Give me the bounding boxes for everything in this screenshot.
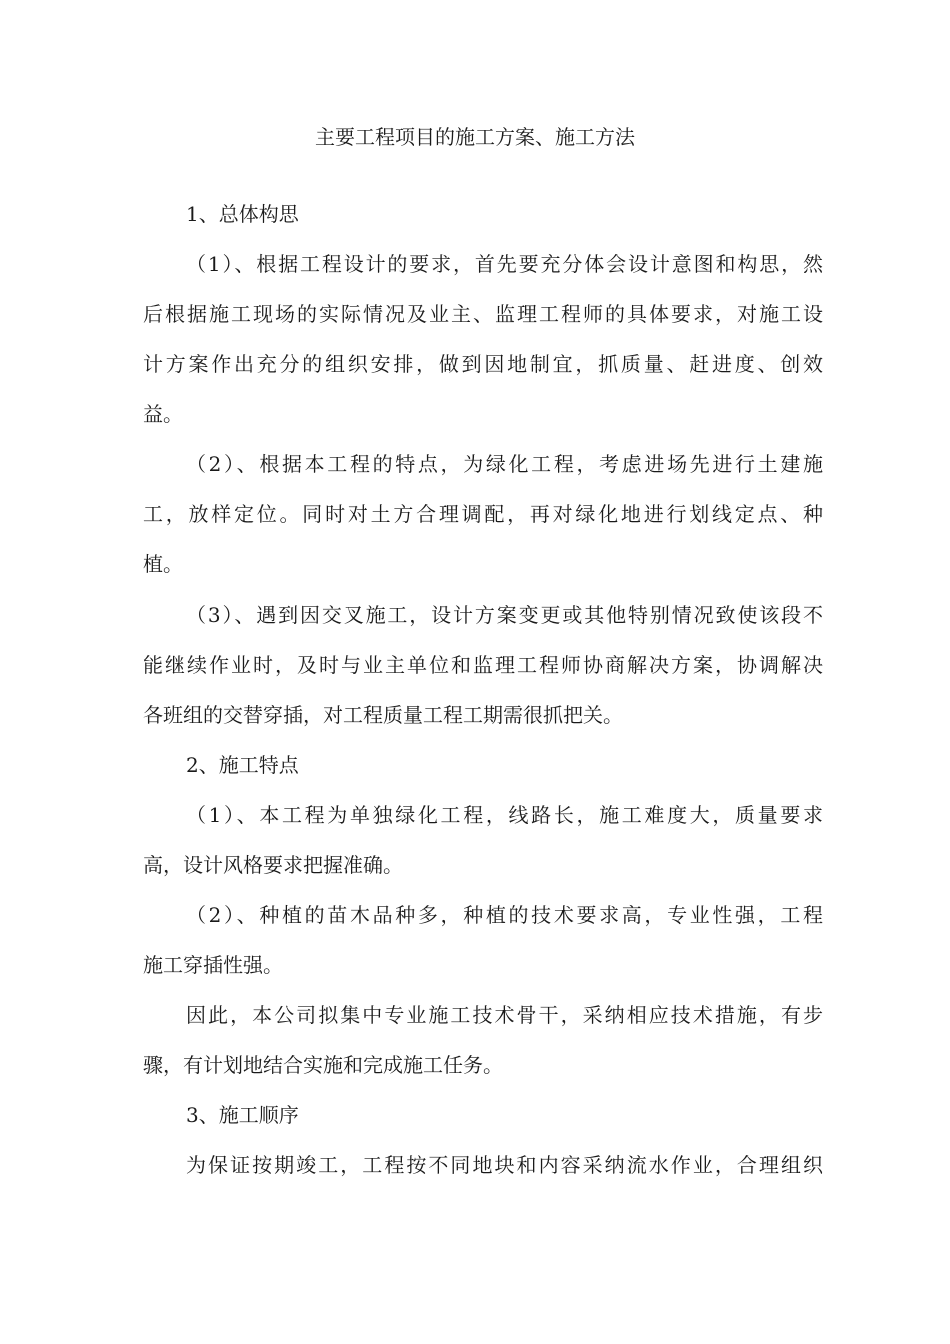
- section-heading-1: 1、总体构思: [186, 202, 299, 226]
- paragraph-line: 各班组的交替穿插，对工程质量工程工期需很抓把关。: [143, 703, 623, 727]
- paragraph-line: （2）、根据本工程的特点，为绿化工程，考虑进场先进行土建施: [186, 452, 823, 476]
- document-title: 主要工程项目的施工方案、施工方法: [315, 125, 635, 149]
- paragraph-line: 工，放样定位。同时对土方合理调配，再对绿化地进行划线定点、种: [143, 502, 823, 526]
- paragraph-line: 为保证按期竣工，工程按不同地块和内容采纳流水作业，合理组织: [186, 1153, 823, 1177]
- paragraph-line: （1）、本工程为单独绿化工程，线路长，施工难度大，质量要求: [186, 803, 823, 827]
- paragraph-line: 骤，有计划地结合实施和完成施工任务。: [143, 1053, 503, 1077]
- paragraph-line: 益。: [143, 402, 183, 426]
- paragraph-line: （3）、遇到因交叉施工，设计方案变更或其他特别情况致使该段不: [186, 603, 823, 627]
- paragraph-line: 植。: [143, 552, 183, 576]
- paragraph-line: （2）、种植的苗木品种多，种植的技术要求高，专业性强，工程: [186, 903, 823, 927]
- paragraph-line: 计方案作出充分的组织安排，做到因地制宜，抓质量、赶进度、创效: [143, 352, 823, 376]
- paragraph-line: 高，设计风格要求把握准确。: [143, 853, 403, 877]
- paragraph-line: 后根据施工现场的实际情况及业主、监理工程师的具体要求，对施工设: [143, 302, 823, 326]
- paragraph-line: （1）、根据工程设计的要求，首先要充分体会设计意图和构思，然: [186, 252, 823, 276]
- paragraph-line: 因此，本公司拟集中专业施工技术骨干，采纳相应技术措施，有步: [186, 1003, 823, 1027]
- section-heading-3: 3、施工顺序: [186, 1103, 299, 1127]
- paragraph-line: 能继续作业时，及时与业主单位和监理工程师协商解决方案，协调解决: [143, 653, 823, 677]
- paragraph-line: 施工穿插性强。: [143, 953, 283, 977]
- section-heading-2: 2、施工特点: [186, 753, 299, 777]
